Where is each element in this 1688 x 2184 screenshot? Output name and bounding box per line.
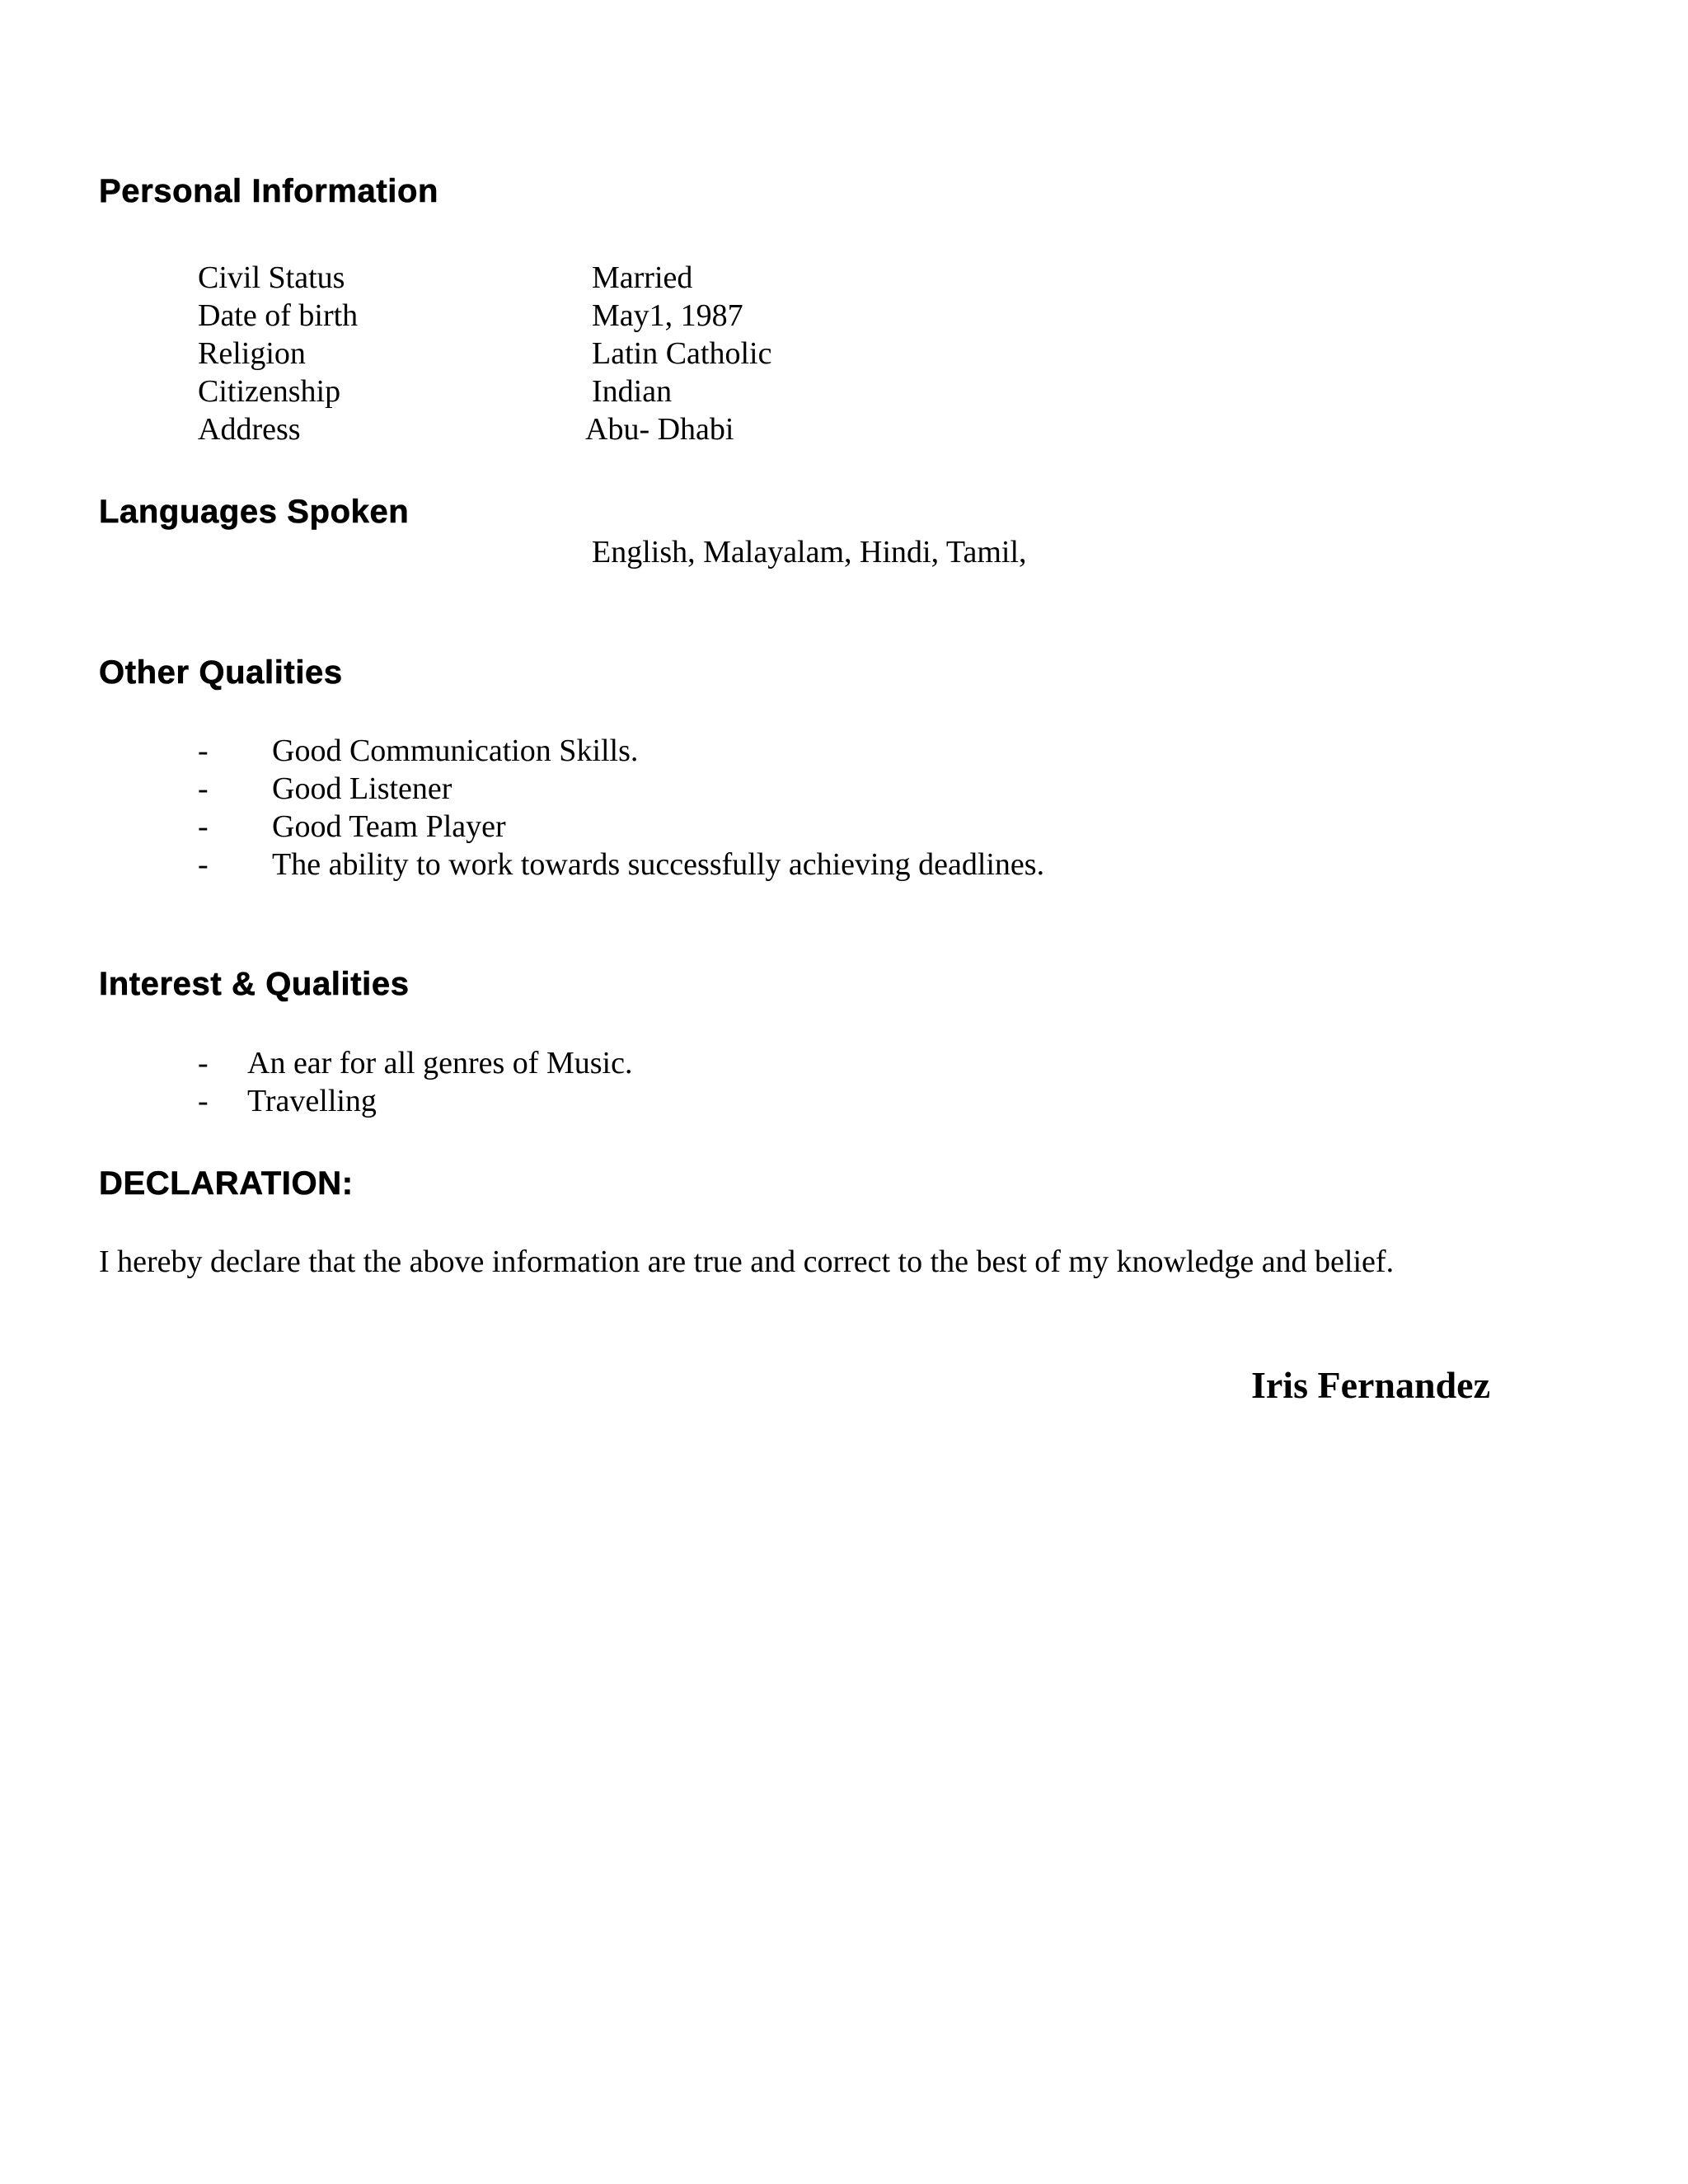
personal-information-heading: Personal Information xyxy=(99,173,439,209)
info-label: Citizenship xyxy=(198,374,341,409)
dash-bullet: - xyxy=(198,771,209,806)
declaration-heading: DECLARATION: xyxy=(99,1165,354,1202)
dash-bullet: - xyxy=(198,809,209,844)
info-value: Married xyxy=(592,260,693,295)
list-item-text: Good Team Player xyxy=(272,809,506,844)
dash-bullet: - xyxy=(198,733,209,768)
info-value: Abu- Dhabi xyxy=(585,412,734,447)
languages-spoken-value: English, Malayalam, Hindi, Tamil, xyxy=(592,535,1027,569)
info-row-citizenship xyxy=(198,373,940,410)
info-label: Religion xyxy=(198,336,306,371)
info-row-address xyxy=(198,410,940,448)
info-value: May1, 1987 xyxy=(592,298,743,333)
signature-name: Iris Fernandez xyxy=(1250,1364,1490,1406)
info-row-civil-status xyxy=(198,259,940,297)
info-row-religion xyxy=(198,335,940,373)
info-value: Latin Catholic xyxy=(592,336,772,371)
list-item-text: Travelling xyxy=(247,1084,377,1118)
interest-qualities-heading: Interest & Qualities xyxy=(99,966,410,1002)
info-row-date-of-birth xyxy=(198,297,940,335)
personal-information-table xyxy=(198,259,940,448)
info-label: Civil Status xyxy=(198,260,345,295)
other-qualities-heading: Other Qualities xyxy=(99,654,343,691)
languages-spoken-heading: Languages Spoken xyxy=(99,494,410,530)
dash-bullet: - xyxy=(198,1046,209,1080)
list-item-text: The ability to work towards successfully achieving deadlines. xyxy=(272,847,1045,882)
info-label: Date of birth xyxy=(198,298,359,333)
list-item-text: Good Listener xyxy=(272,771,452,806)
declaration-text: I hereby declare that the above information are true and correct to the best of my knowledge and belief. xyxy=(99,1244,1395,1279)
info-value: Indian xyxy=(592,374,673,409)
info-label: Address xyxy=(198,412,301,447)
dash-bullet: - xyxy=(198,847,209,882)
list-item-text: Good Communication Skills. xyxy=(272,733,639,768)
dash-bullet: - xyxy=(198,1084,209,1118)
list-item-text: An ear for all genres of Music. xyxy=(247,1046,633,1080)
